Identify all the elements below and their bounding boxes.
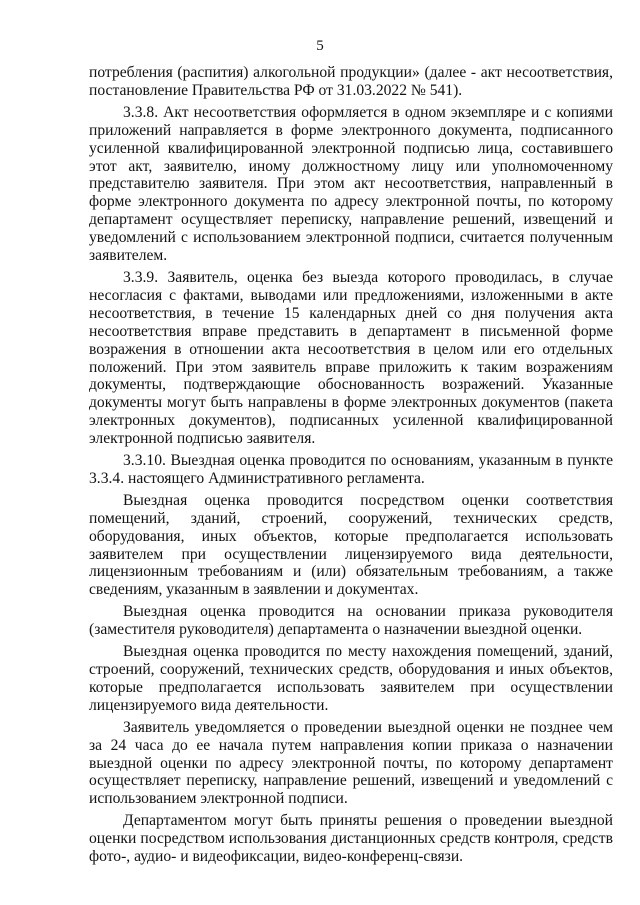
paragraph-onsite-assessment-order: Выездная оценка проводится на основании приказа руководителя (заместителя руководителя) департамента о назначении выездной оценки. [89,603,613,639]
paragraph-applicant-notification: Заявитель уведомляется о проведении выездной оценки не позднее чем за 24 часа до ее начала путем направления копии приказа о назначении выездной оценки по адресу электронной почты, по которому департамент осуществляет переписку, направление решений, извещений и уведомлений с использованием электронной подписи. [89,718,613,808]
paragraph-3-3-9: 3.3.9. Заявитель, оценка без выезда которого проводилась, в случае несогласия с фактами, выводами или предложениями, изложенными в акте несоответствия, в течение 15 календарных дней со дня получения акта несоответствия вправе представить в департамент в письменной форме возражения в отношении акта несоответствия в целом или его отдельных положений. При этом заявитель вправе приложить к таким возражениям документы, подтверждающие обоснованность возражений. Указанные документы могут быть направлены в форме электронных документов (пакета электронных документов), подписанных усиленной квалифицированной электронной подписью заявителя. [89,268,613,448]
paragraph-3-3-8: 3.3.8. Акт несоответствия оформляется в одном экземпляре и с копиями приложений направляется в форме электронного документа, подписанного усиленной квалифицированной электронной подписью лица, составившего этот акт, заявителю, иному должностному лицу или уполномоченному представителю заявителя. При этом акт несоответствия, направленный в форме электронного документа по адресу электронной почты, по которому департамент осуществляет переписку, направление решений, извещений и уведомлений с использованием электронной подписи, считается полученным заявителем. [89,103,613,265]
paragraph-3-3-10: 3.3.10. Выездная оценка проводится по основаниям, указанным в пункте 3.3.4. настоящего Административного регламента. [89,452,613,487]
paragraph-remote-means: Департаментом могут быть приняты решения о проведении выездной оценки посредством использования дистанционных средств контроля, средств фото-, аудио- и видеофиксации, видео-конференц-связи. [89,812,613,866]
document-body [89,64,613,870]
paragraph-continuation: потребления (распития) алкогольной продукции» (далее - акт несоответствия, постановление Правительства РФ от 31.03.2022 № 541). [89,64,613,99]
page-number: 5 [316,38,324,54]
paragraph-onsite-assessment-location: Выездная оценка проводится по месту нахождения помещений, зданий, строений, сооружений, технических средств, оборудования и иных объектов, которые предполагается использовать заявителем при осуществлении лицензируемого вида деятельности. [89,643,613,714]
paragraph-onsite-assessment-scope: Выездная оценка проводится посредством оценки соответствия помещений, зданий, строений, сооружений, технических средств, оборудования, иных объектов, которые предполагается использовать заявителем при осуществлении лицензируемого вида деятельности, лицензионным требованиям и (или) обязательным требованиям, а также сведениям, указанным в заявлении и документах. [89,491,613,599]
